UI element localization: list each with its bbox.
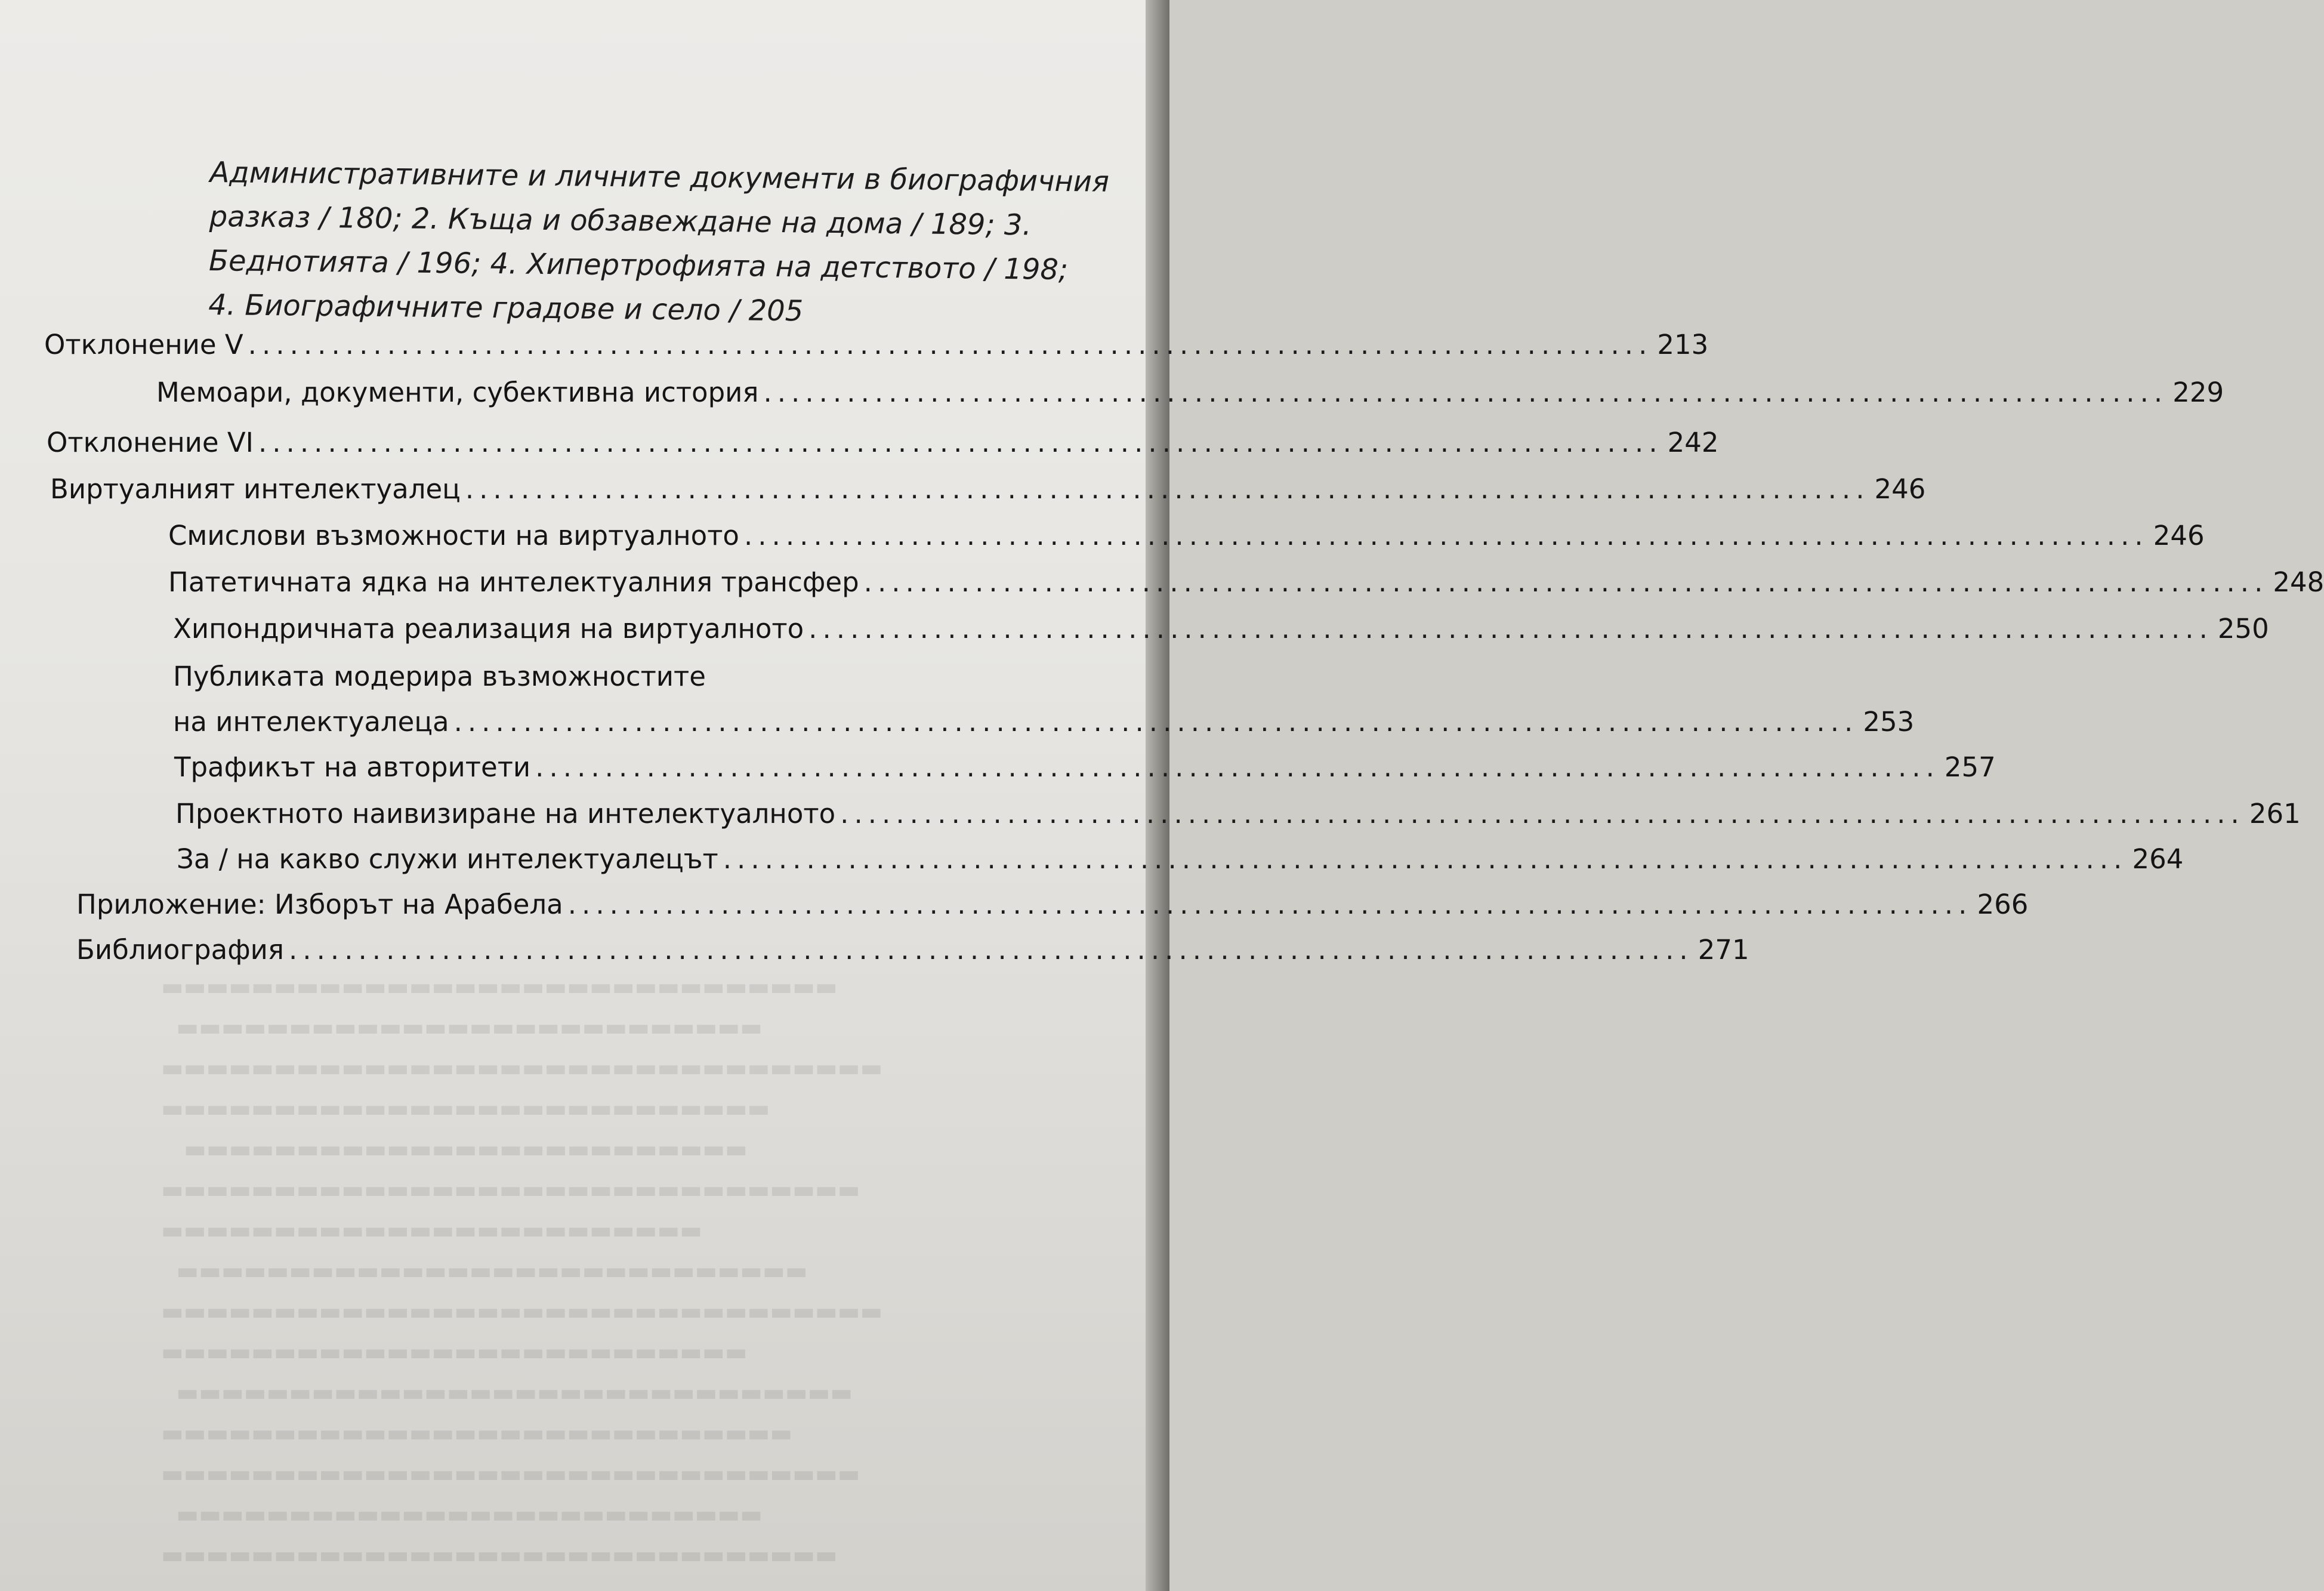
toc-entry: [76, 932, 1749, 968]
dot-leader: .....................................................................................................: [567, 889, 1973, 920]
toc-entry: [175, 796, 2301, 832]
toc-page-number: 253: [1863, 706, 1915, 738]
toc-page-number: 261: [2249, 798, 2301, 830]
toc-entry: [50, 471, 1926, 507]
toc-entry: [76, 887, 2029, 923]
intro-line: разказ / 180; 2. Къща и обзавеждане на дома / 189; 3.: [209, 199, 1032, 242]
dot-leader: .....................................................................................................: [808, 613, 2213, 645]
dot-leader: .....................................................................................................: [258, 427, 1663, 458]
toc-page-number: 271: [1698, 934, 1749, 966]
toc-entry-title: Смислови възможности на виртуалното: [168, 520, 739, 551]
toc-entry-title: Проектното наивизиране на интелектуалното: [175, 798, 836, 830]
toc-entry-title: Приложение: Изборът на Арабела: [76, 889, 563, 920]
toc-entry-title: Мемоари, документи, субективна история: [156, 377, 759, 408]
toc-entry-title: Хипондричната реализация на виртуалното: [173, 613, 804, 645]
toc-entry-title: Патетичната ядка на интелектуалния трансфер: [168, 566, 859, 598]
toc-page-number: 246: [2153, 520, 2205, 551]
intro-line: Административните и личните документи в биографичния: [209, 155, 1110, 199]
toc-entry: [173, 659, 1062, 695]
toc-page-number: 213: [1657, 329, 1709, 360]
toc-page-number: 266: [1977, 889, 2029, 920]
show-through-shadow: ▬▬▬▬▬▬▬▬▬▬▬▬▬▬▬▬▬▬▬▬▬▬▬▬▬▬▬▬▬▬ ▬▬▬▬▬▬▬▬▬▬▬▬▬▬▬▬▬▬▬▬▬▬▬▬▬▬ ▬▬▬▬▬▬▬▬▬▬▬▬▬▬▬▬▬▬▬▬▬▬▬▬▬▬▬▬▬▬▬▬ ▬▬▬▬▬▬▬▬▬▬▬▬▬▬▬▬▬▬▬▬▬▬▬▬▬▬▬ ▬▬▬▬▬▬▬▬▬▬▬▬▬▬▬▬▬▬▬▬▬▬▬▬▬ ▬▬▬▬▬▬▬▬▬▬▬▬▬▬▬▬▬▬▬▬▬▬▬▬▬▬▬▬▬▬▬ ▬▬▬▬▬▬▬▬▬▬▬▬▬▬▬▬▬▬▬▬▬▬▬▬ ▬▬▬▬▬▬▬▬▬▬▬▬▬▬▬▬▬▬▬▬▬▬▬▬▬▬▬▬ ▬▬▬▬▬▬▬▬▬▬▬▬▬▬▬▬▬▬▬▬▬▬▬▬▬▬▬▬▬▬▬▬ ▬▬▬▬▬▬▬▬▬▬▬▬▬▬▬▬▬▬▬▬▬▬▬▬▬▬ ▬▬▬▬▬▬▬▬▬▬▬▬▬▬▬▬▬▬▬▬▬▬▬▬▬▬▬▬▬▬ ▬▬▬▬▬▬▬▬▬▬▬▬▬▬▬▬▬▬▬▬▬▬▬▬▬▬▬▬ ▬▬▬▬▬▬▬▬▬▬▬▬▬▬▬▬▬▬▬▬▬▬▬▬▬▬▬▬▬▬▬ ▬▬▬▬▬▬▬▬▬▬▬▬▬▬▬▬▬▬▬▬▬▬▬▬▬▬ ▬▬▬▬▬▬▬▬▬▬▬▬▬▬▬▬▬▬▬▬▬▬▬▬▬▬▬▬▬▬: [161, 973, 883, 1569]
dot-leader: .....................................................................................................: [465, 473, 1870, 505]
toc-entry-title: Публиката модерира възможностите: [173, 661, 706, 692]
intro-line: Беднотията / 196; 4. Хипертрофията на детството / 198;: [208, 243, 1069, 287]
toc-page-number: 242: [1667, 427, 1719, 458]
dot-leader: .....................................................................................................: [535, 751, 1940, 783]
dot-leader: .....................................................................................................: [763, 377, 2168, 408]
toc-page-number: 264: [2132, 843, 2184, 875]
toc-entry: [174, 750, 1996, 785]
toc-entry: [173, 611, 2269, 647]
toc-page-number: 246: [1874, 473, 1926, 505]
toc-entry: [168, 518, 2205, 554]
toc-page-number: 229: [2172, 377, 2224, 408]
toc-entry: [177, 841, 2184, 877]
toc-entry-title: За / на какво служи интелектуалецът: [177, 843, 718, 875]
toc-entry: [168, 565, 2324, 600]
toc-entry: [47, 425, 1719, 461]
dot-leader: .....................................................................................................: [743, 520, 2149, 551]
toc-entry: [156, 375, 2224, 411]
toc-entry-title: Виртуалният интелектуалец: [50, 473, 461, 505]
toc-page-number: 248: [2273, 566, 2324, 598]
dot-leader: .....................................................................................................: [288, 934, 1693, 966]
dot-leader: .....................................................................................................: [840, 798, 2245, 830]
toc-entry-title: Трафикът на авторитети: [174, 751, 531, 783]
toc-entry-title: Отклонение VI: [47, 427, 254, 458]
toc-entry-title: Отклонение V: [44, 329, 243, 360]
toc-entry-title: Библиография: [76, 934, 284, 966]
dot-leader: .....................................................................................................: [863, 566, 2269, 598]
dot-leader: .....................................................................................................: [453, 706, 1859, 738]
toc-entry: [173, 704, 1915, 740]
toc-entry-title: на интелектуалеца: [173, 706, 449, 738]
toc-page-number: 257: [1944, 751, 1996, 783]
intro-line: 4. Биографичните градове и село / 205: [208, 288, 804, 328]
dot-leader: .....................................................................................................: [723, 843, 2128, 875]
toc-entry: [44, 327, 1709, 363]
dot-leader: .....................................................................................................: [248, 329, 1653, 360]
toc-page-number: 250: [2217, 613, 2269, 645]
